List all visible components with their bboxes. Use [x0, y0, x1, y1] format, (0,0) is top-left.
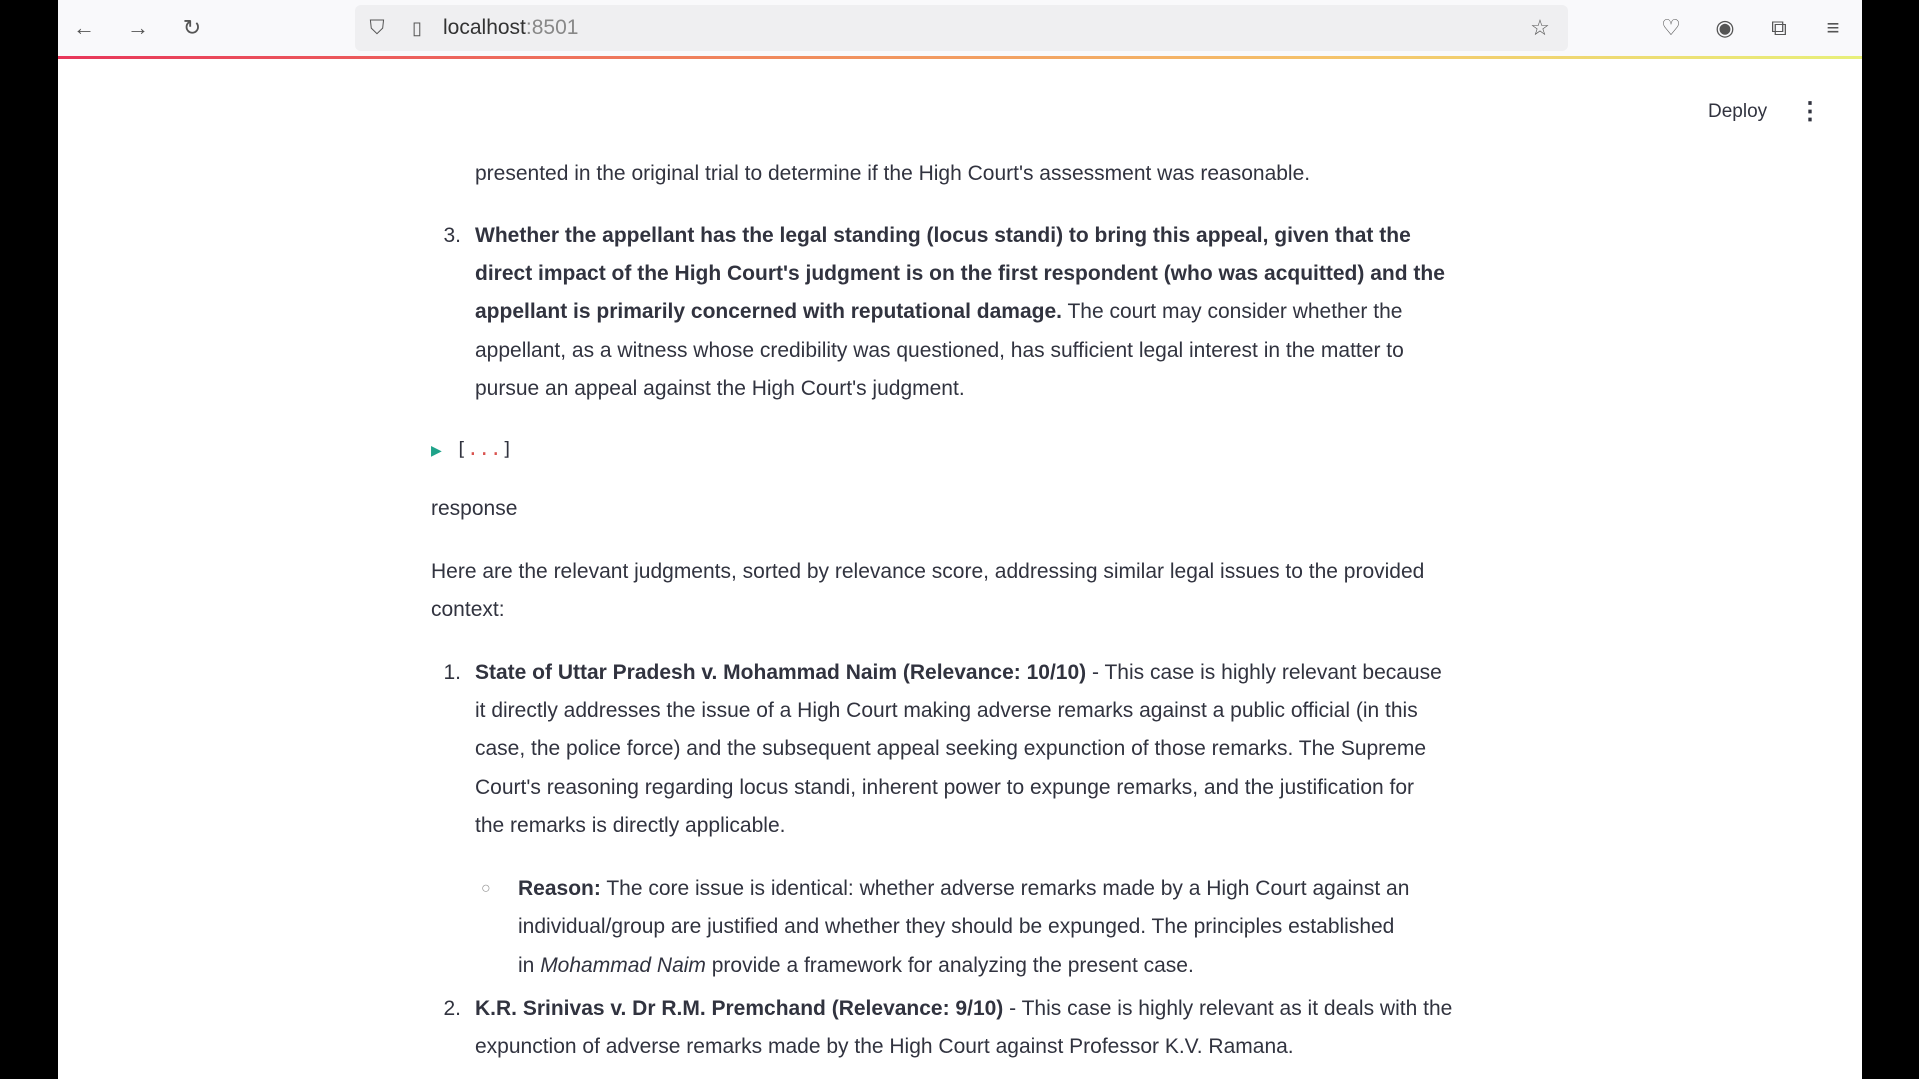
judgment-text: the remarks is directly applicable.: [475, 814, 786, 837]
response-label: response: [431, 497, 518, 520]
judgment-title: State of Uttar Pradesh v. Mohammad Naim (Relevance: 10/10): [475, 661, 1087, 684]
list-number: 2.: [443, 997, 461, 1020]
collapsed-json-toggle[interactable]: [431, 430, 513, 469]
judgment-text: Court's reasoning regarding locus standi, inherent power to expunge remarks, and the justification for: [475, 776, 1415, 799]
list-number: 3.: [443, 224, 461, 247]
paragraph-tail: presented in the original trial to determine if the High Court's assessment was reasonable.: [475, 162, 1311, 185]
extensions-icon[interactable]: ⧉: [1771, 15, 1787, 40]
judgment-text: - This case is highly relevant because: [1086, 661, 1442, 684]
reason-label: Reason:: [518, 877, 601, 900]
intro-text: context:: [431, 598, 505, 621]
reload-icon[interactable]: ↻: [182, 15, 202, 40]
bracket: [: [455, 438, 468, 460]
ellipsis: ...: [467, 438, 502, 460]
judgment-text: case, the police force) and the subsequent appeal seeking expunction of those remarks. The Supreme: [475, 737, 1427, 760]
bracket: ]: [501, 438, 513, 460]
judgment-text: it directly addresses the issue of a High Court making adverse remarks against a public official (in this: [475, 699, 1418, 722]
issue-text: The court may consider whether the: [1061, 300, 1403, 323]
star-icon[interactable]: ☆: [1530, 15, 1550, 40]
account-icon[interactable]: ◉: [1715, 15, 1735, 40]
pocket-icon[interactable]: ♡: [1661, 15, 1681, 40]
issue-text: direct impact of the High Court's judgment is on the first respondent (who was acquitted) and the: [475, 262, 1445, 285]
deploy-button[interactable]: Deploy: [1708, 101, 1768, 122]
judgment-title: K.R. Srinivas v. Dr R.M. Premchand (Relevance: 9/10): [475, 997, 1004, 1020]
circle-bullet-icon: ○: [481, 880, 491, 897]
case-name: Mohammad Naim: [540, 954, 706, 977]
list-number: 1.: [443, 661, 461, 684]
kebab-menu-icon[interactable]: ⋮: [1798, 98, 1822, 125]
judgment-text: - This case is highly relevant as it deals with the: [1003, 997, 1453, 1020]
issue-text: Whether the appellant has the legal standing (locus standi) to bring this appeal, given that the: [475, 224, 1411, 247]
judgment-text: expunction of adverse remarks made by the High Court against Professor K.V. Ramana.: [475, 1035, 1294, 1058]
reason-text: provide a framework for analyzing the present case.: [705, 954, 1194, 977]
back-arrow-icon[interactable]: ←: [73, 15, 95, 40]
url-host: localhost: [443, 16, 526, 39]
reason-text: The core issue is identical: whether adverse remarks made by a High Court against an: [600, 877, 1410, 900]
intro-text: Here are the relevant judgments, sorted by relevance score, addressing similar legal issues to the provided: [431, 560, 1425, 583]
browser-toolbar: [58, 0, 1862, 57]
browser-window: [58, 0, 1862, 1079]
issue-text: appellant, as a witness whose credibility was questioned, has sufficient legal interest in the matter to: [475, 339, 1404, 362]
page-icon: ▯: [412, 17, 422, 38]
menu-icon[interactable]: ≡: [1826, 15, 1840, 40]
caret-right-icon[interactable]: ▶: [431, 442, 442, 458]
address-bar[interactable]: [355, 5, 1568, 51]
app-header: [58, 59, 1862, 169]
issue-text: pursue an appeal against the High Court's judgment.: [475, 377, 965, 400]
reason-text: in: [518, 954, 541, 977]
shield-icon[interactable]: ⛉: [369, 16, 385, 39]
issue-text: appellant is primarily concerned with reputational damage.: [475, 300, 1062, 323]
forward-arrow-icon[interactable]: →: [127, 15, 149, 40]
reason-text: individual/group are justified and whether they should be expunged. The principles established: [518, 915, 1395, 938]
url-port: :8501: [525, 16, 579, 39]
